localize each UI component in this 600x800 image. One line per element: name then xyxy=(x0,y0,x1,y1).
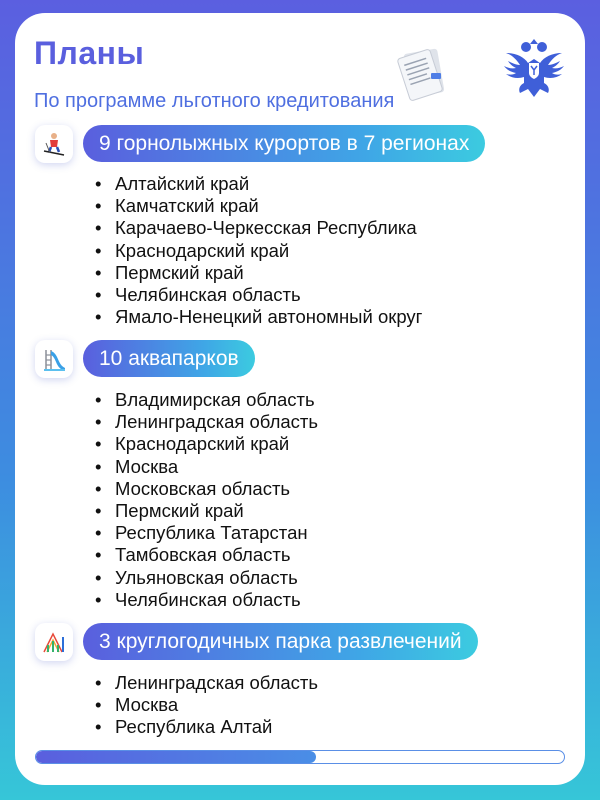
content-card xyxy=(15,13,585,785)
progress-fill xyxy=(36,751,316,763)
list-item: • Республика Татарстан xyxy=(95,522,318,544)
list-item: • Ульяновская область xyxy=(95,567,318,589)
list-item: • Республика Алтай xyxy=(95,716,318,738)
list-item: • Ямало-Ненецкий автономный округ xyxy=(95,306,422,328)
emblem-icon xyxy=(498,33,570,105)
list-item: • Челябинская область xyxy=(95,284,422,306)
list-item: • Ленинградская область xyxy=(95,411,318,433)
list-item: • Московская область xyxy=(95,478,318,500)
amusement-park-icon xyxy=(35,623,73,661)
progress-bar xyxy=(35,750,565,764)
list-item: • Владимирская область xyxy=(95,389,318,411)
water-parks-list xyxy=(95,389,318,611)
page-title: Планы xyxy=(34,35,145,71)
water-slide-icon xyxy=(35,340,73,378)
section-heading-water-parks: 10 аквапарков xyxy=(83,340,255,377)
list-item: • Москва xyxy=(95,694,318,716)
list-item: • Алтайский край xyxy=(95,173,422,195)
section-heading-amusement-parks: 3 круглогодичных парка развлечений xyxy=(83,623,478,660)
list-item: • Краснодарский край xyxy=(95,240,422,262)
section-heading-ski-resorts: 9 горнолыжных курортов в 7 регионах xyxy=(83,125,485,162)
page-subtitle: По программе льготного кредитования xyxy=(34,90,395,112)
list-item: • Пермский край xyxy=(95,500,318,522)
document-icon xyxy=(393,43,453,103)
list-item: • Камчатский край xyxy=(95,195,422,217)
list-item: • Ленинградская область xyxy=(95,672,318,694)
ski-resorts-list xyxy=(95,173,422,328)
list-item: • Челябинская область xyxy=(95,589,318,611)
list-item: • Краснодарский край xyxy=(95,433,318,455)
amusement-parks-list xyxy=(95,672,318,739)
skier-icon xyxy=(35,125,73,163)
list-item: • Пермский край xyxy=(95,262,422,284)
list-item: • Тамбовская область xyxy=(95,544,318,566)
list-item: • Карачаево-Черкесская Республика xyxy=(95,217,422,239)
list-item: • Москва xyxy=(95,456,318,478)
